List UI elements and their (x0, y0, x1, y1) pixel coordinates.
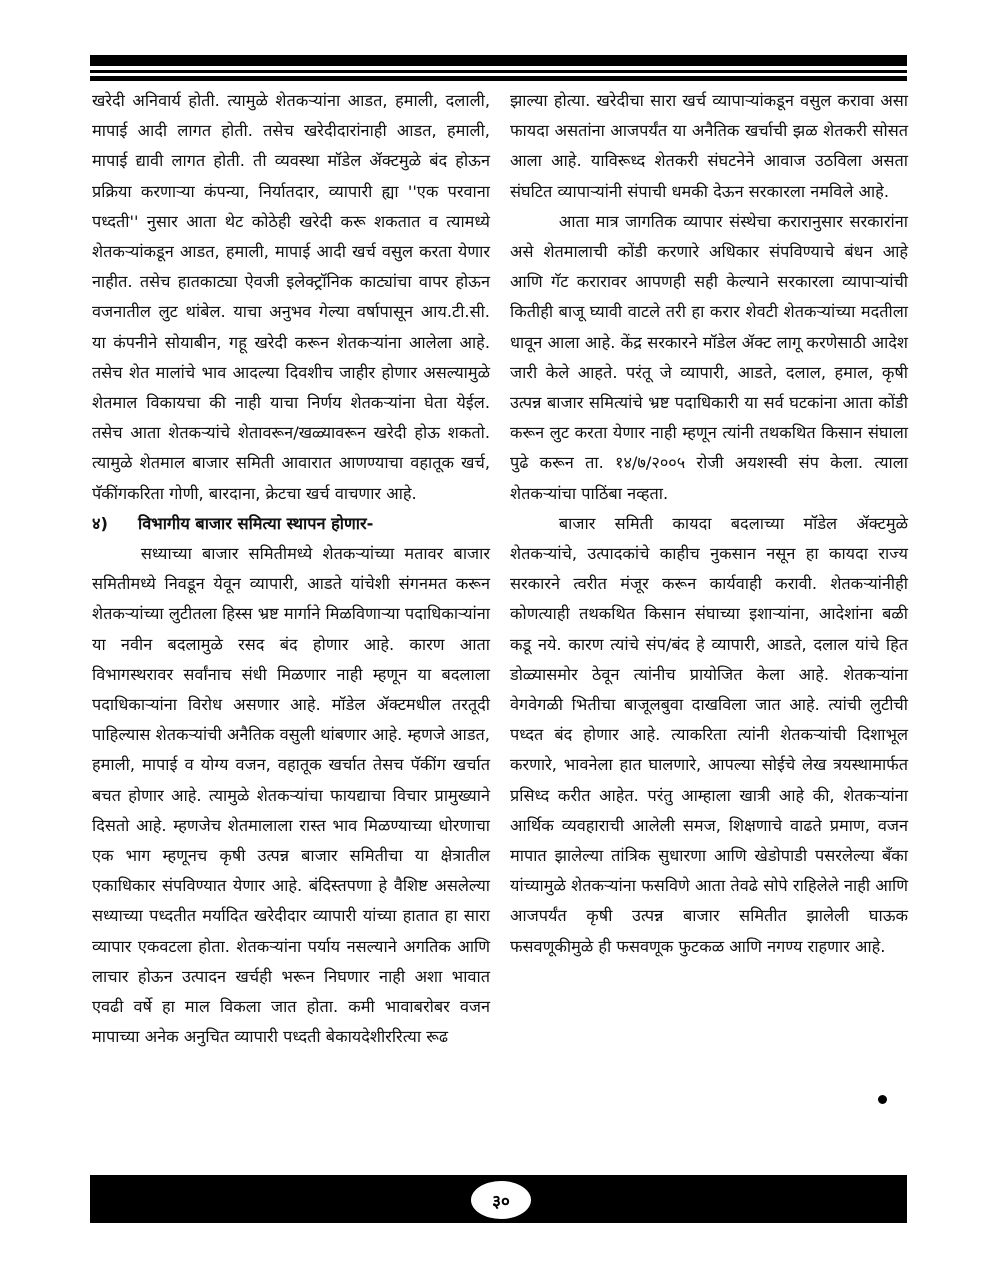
right-paragraph-2: आता मात्र जागतिक व्यापार संस्थेचा करारानुसार सरकारांना असे शेतमालाची कोंडी करणारे अधिकार संपविण्याचे बंधन आहे आणि गॅट करारावर आपणही सही केल्याने सरकारला व्यापाऱ्यांची कितीही बाजू घ्यावी वाटले तरी हा करार शेवटी शेतकऱ्यांच्या मदतीला धावून आला आहे. केंद्र सरकारने मॉडेल ॲक्ट लागू करणेसाठी आदेश जारी केले आहते. परंतू जे व्यापारी, आडते, दलाल, हमाल, कृषी उत्पन्न बाजार समित्यांचे भ्रष्ट पदाधिकारी या सर्व घटकांना आता कोंडी करून लुट करता येणार नाही म्हणून त्यांनी तथकथित किसान संघाला पुढे करून ता. १४/७/२००५ रोजी अयशस्वी संप केला. त्याला शेतकऱ्यांचा पाठिंबा नव्हता. (510, 211, 908, 503)
right-paragraph-1: झाल्या होत्या. खरेदीचा सारा खर्च व्यापाऱ्यांकडून वसुल करावा असा फायदा असतांना आजपर्यंत या अनैतिक खर्चाची झळ शेतकरी सोसत आला आहे. याविरूध्द शेतकरी संघटनेने आवाज उठविला असता संघटित व्यापाऱ्यांनी संपाची धमकी देऊन सरकारला नमविले आहे. (510, 91, 908, 201)
end-bullet (878, 1095, 887, 1104)
page-number: ३० (471, 1181, 531, 1219)
left-paragraph-1: खरेदी अनिवार्य होती. त्यामुळे शेतकऱ्यांना आडत, हमाली, दलाली, मापाई आदी लागत होती. तसेच खरेदीदारांनाही आडत, हमाली, मापाई द्यावी लागत होती. ती व्यवस्था मॉडेल ॲक्टमुळे बंद होऊन प्रक्रिया करणाऱ्या कंपन्या, निर्यातदार, व्यापारी ह्या ''एक परवाना पध्दती'' नुसार आता थेट कोठेही खरेदी करू शकतात व त्यामध्ये शेतकऱ्यांकडून आडत, हमाली, मापाई आदी खर्च वसुल करता येणार नाहीत. तसेच हातकाट्या ऐवजी इलेक्ट्रॉनिक काट्यांचा वापर होऊन वजनातील लुट थांबेल. याचा अनुभव गेल्या वर्षापासून आय.टी.सी. या कंपनीने सोयाबीन, गहू खरेदी करून शेतकऱ्यांना आलेला आहे. तसेच शेत मालांचे भाव आदल्या दिवशीच जाहीर होणार असल्यामुळे शेतमाल विकायचा की नाही याचा निर्णय शेतकऱ्यांना घेता येईल. तसेच आता शेतकऱ्यांचे शेतावरून/खळ्यावरून खरेदी होऊ शकतो. त्यामुळे शेतमाल बाजार समिती आवारात आणण्याचा वहातूक खर्च, पॅकींगकरिता गोणी, बारदाना, क्रेटचा खर्च वाचणार आहे. (92, 91, 490, 503)
right-column (510, 86, 908, 962)
header-rule-thick (90, 55, 907, 66)
section-heading (92, 509, 490, 539)
right-paragraph-3: बाजार समिती कायदा बदलाच्या मॉडेल ॲक्टमुळे शेतकऱ्यांचे, उत्पादकांचे काहीच नुकसान नसून हा कायदा राज्य सरकारने त्वरीत मंजूर करून कार्यवाही करावी. शेतकऱ्यांनीही कोणत्याही तथकथित किसान संघाच्या इशाऱ्यांना, आदेशांना बळी कडू नये. कारण त्यांचे संप/बंद हे व्यापारी, आडते, दलाल यांचे हित डोळ्यासमोर ठेवून त्यांनीच प्रायोजित केला आहे. शेतकऱ्यांना वेगवेगळी भितीचा बाजूलबुवा दाखविला जात आहे. त्यांची लुटीची पध्दत बंद होणार आहे. त्याकरिता त्यांनी शेतकऱ्यांची दिशाभूल करणारे, भावनेला हात घालणारे, आपल्या सोईचे लेख त्रयस्थामार्फत प्रसिध्द करीत आहेत. परंतु आम्हाला खात्री आहे की, शेतकऱ्यांना आर्थिक व्यवहाराची आलेली समज, शिक्षणाचे वाढते प्रमाण, वजन मापात झालेल्या तांत्रिक सुधारणा आणि खेडोपाडी पसरलेल्या बँका यांच्यामुळे शेतकऱ्यांना फसविणे आता तेवढे सोपे राहिलेले नाही आणि आजपर्यंत कृषी उत्पन्न बाजार समितीत झालेली घाऊक फसवणूकीमुळे ही फसवणूक फुटकळ आणि नगण्य राहणार आहे. (510, 513, 908, 956)
left-column (92, 86, 490, 1053)
section-heading-text: विभागीय बाजार समित्या स्थापन होणार- (138, 513, 374, 533)
left-paragraph-2: सध्याच्या बाजार समितीमध्ये शेतकऱ्यांच्या मतावर बाजार समितीमध्ये निवडून येवून व्यापारी, आडते यांचेशी संगनमत करून शेतकऱ्यांच्या लुटीतला हिस्स भ्रष्ट मार्गाने मिळविणाऱ्या पदाधिकाऱ्यांना या नवीन बदलामुळे रसद बंद होणार आहे. कारण आता विभागस्थरावर सर्वांनाच संधी मिळणार नाही म्हणून या बदलाला पदाधिकाऱ्यांना विरोध असणार आहे. मॉडेल ॲक्टमधील तरतूदी पाहिल्यास शेतकऱ्यांची अनैतिक वसुली थांबणार आहे. म्हणजे आडत, हमाली, मापाई व योग्य वजन, वहातूक खर्चात तेसच पॅकींग खर्चात बचत होणार आहे. त्यामुळे शेतकऱ्यांचा फायद्याचा विचार प्रामुख्याने दिसतो आहे. म्हणजेच शेतमालाला रास्त भाव मिळण्याच्या धोरणाचा एक भाग म्हणूनच कृषी उत्पन्न बाजार समितीचा या क्षेत्रातील एकाधिकार संपविण्यात येणार आहे. बंदिस्तपणा हे वैशिष्ट असलेल्या सध्याच्या पध्दतीत मर्यादित खरेदीदार व्यापारी यांच्या हातात हा सारा व्यापार एकवटला होता. शेतकऱ्यांना पर्याय नसल्याने अगतिक आणि लाचार होऊन उत्पादन खर्चही भरून निघणार नाही अशा भावात एवढी वर्षे हा माल विकला जात होता. कमी भावाबरोबर वजन मापाच्या अनेक अनुचित व्यापारी पध्दती बेकायदेशीररित्या रूढ (92, 544, 490, 1047)
header-rule-bottom (90, 76, 907, 81)
section-heading-number: ४) (92, 513, 108, 533)
header-rule-thin (90, 70, 907, 73)
